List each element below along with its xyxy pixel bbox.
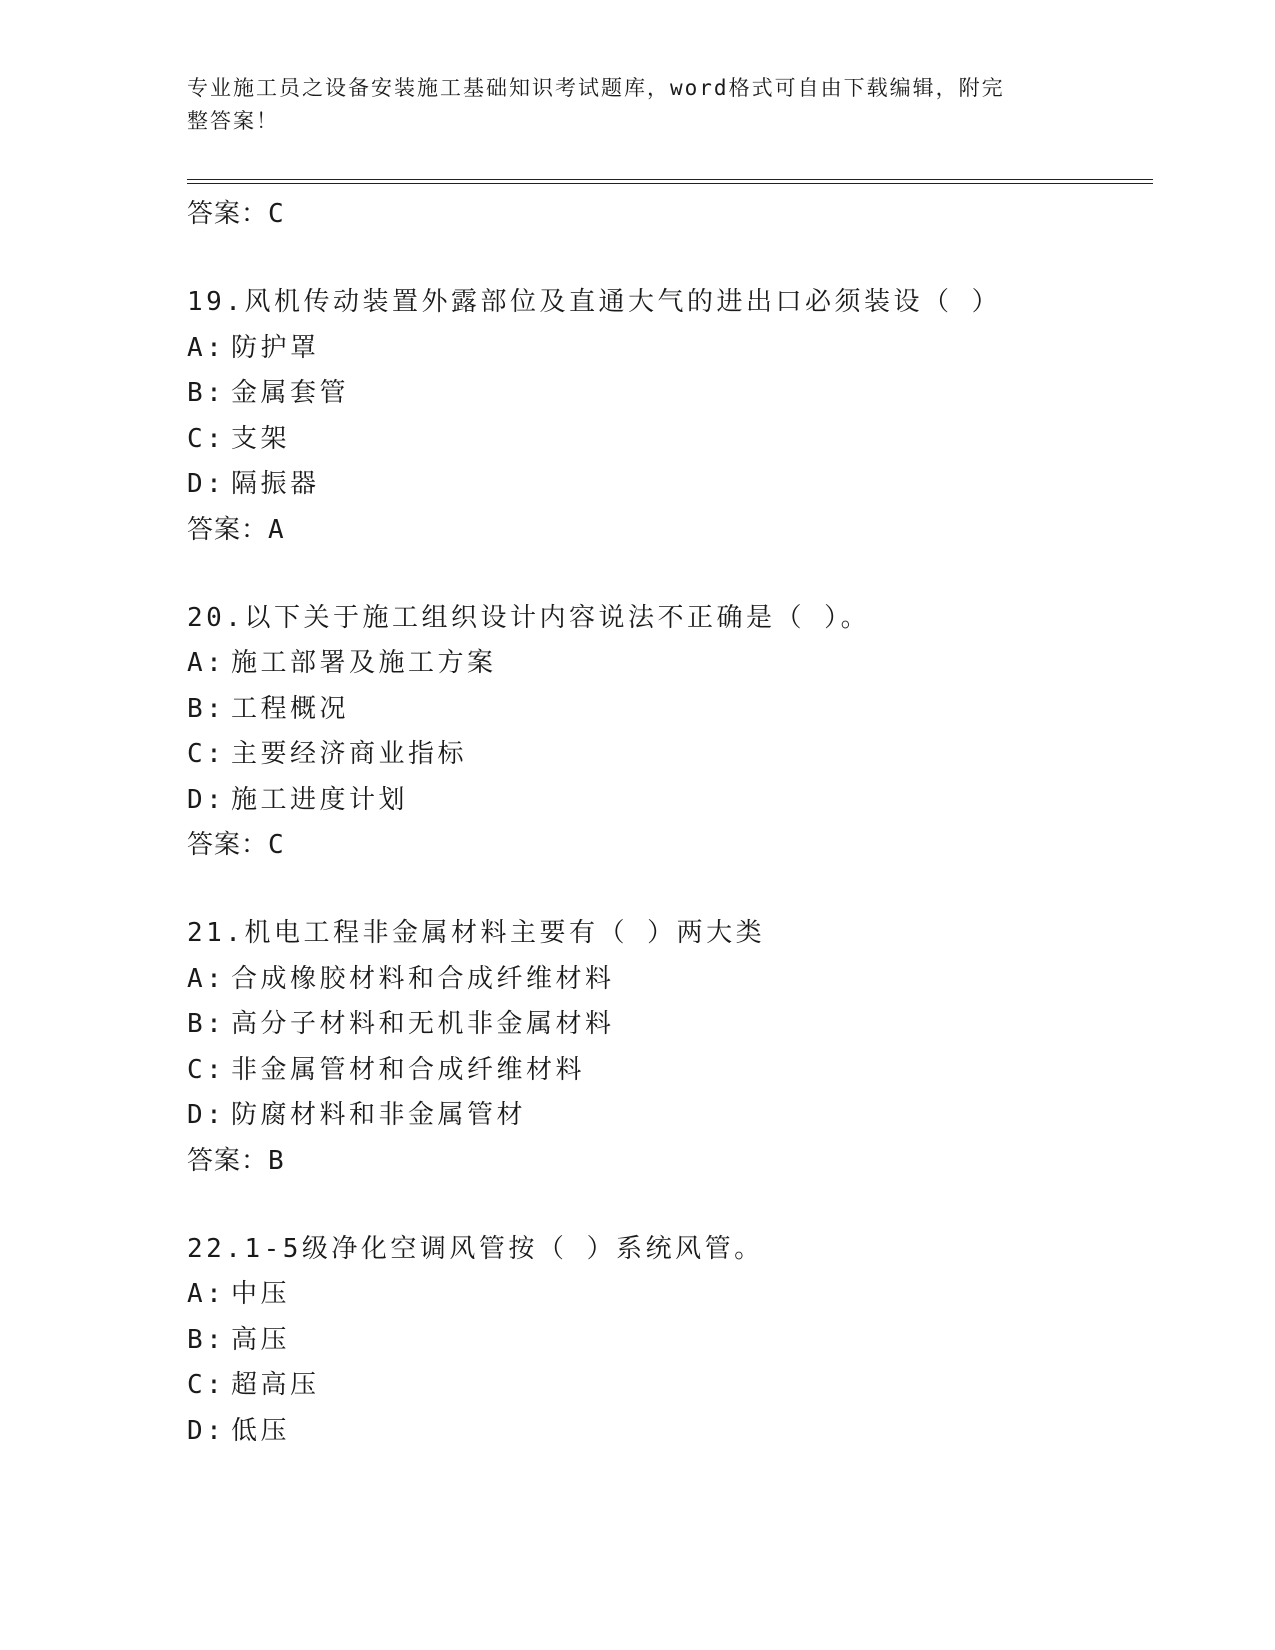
option-text: 高分子材料和无机非金属材料 — [231, 1009, 615, 1039]
answer-value: C — [268, 830, 285, 860]
option-a — [187, 957, 1147, 1003]
answer-label: 答案： — [187, 199, 269, 229]
option-letter: D: — [187, 1100, 226, 1130]
option-text: 施工部署及施工方案 — [231, 648, 497, 678]
answer-label: 答案： — [187, 830, 269, 860]
option-letter: A: — [187, 648, 226, 678]
option-letter: B: — [187, 378, 226, 408]
option-b — [187, 687, 1147, 733]
question-list — [187, 192, 1147, 1454]
option-letter: B: — [187, 1009, 226, 1039]
option-d — [187, 1409, 1147, 1455]
option-text: 高压 — [231, 1324, 291, 1355]
option-text: 合成橡胶材料和合成纤维材料 — [231, 963, 615, 994]
answer-line — [187, 823, 1147, 867]
option-text: 工程概况 — [231, 693, 350, 724]
option-a — [187, 326, 1147, 372]
option-letter: B: — [187, 1324, 226, 1355]
option-c — [187, 1048, 1147, 1094]
option-c — [187, 732, 1147, 778]
answer-line — [187, 1139, 1147, 1183]
option-letter: C: — [187, 1054, 226, 1085]
header-line-1: 专业施工员之设备安装施工基础知识考试题库，word格式可自由下载编辑，附完 — [187, 76, 1005, 100]
option-letter: C: — [187, 1370, 226, 1400]
spacer — [187, 236, 1147, 280]
question-stem: 21.机电工程非金属材料主要有（ ）两大类 — [187, 918, 766, 948]
option-letter: A: — [187, 963, 226, 994]
option-letter: D: — [187, 1415, 226, 1446]
option-c — [187, 417, 1147, 463]
header-rule-top — [187, 179, 1153, 180]
option-letter: C: — [187, 423, 226, 454]
option-text: 隔振器 — [231, 469, 320, 499]
answer-value: B — [268, 1145, 285, 1176]
option-c — [187, 1363, 1147, 1409]
option-letter: C: — [187, 739, 226, 769]
question-stem: 19.风机传动装置外露部位及直通大气的进出口必须装设（ ） — [187, 287, 1002, 317]
option-text: 支架 — [231, 423, 291, 454]
question-stem: 20.以下关于施工组织设计内容说法不正确是（ ）。 — [187, 602, 871, 633]
answer-label: 答案： — [187, 514, 269, 545]
spacer — [187, 867, 1147, 911]
option-letter: B: — [187, 693, 226, 724]
spacer — [187, 1183, 1147, 1227]
option-d — [187, 1093, 1147, 1139]
question-block-20 — [187, 596, 1147, 868]
header-line-2: 整答案！ — [187, 109, 279, 133]
option-letter: A: — [187, 1279, 226, 1309]
question-block-19 — [187, 280, 1147, 552]
option-text: 非金属管材和合成纤维材料 — [231, 1054, 586, 1085]
option-letter: D: — [187, 469, 226, 499]
option-b — [187, 1002, 1147, 1048]
option-text: 低压 — [231, 1415, 291, 1446]
option-text: 中压 — [231, 1279, 291, 1309]
option-b — [187, 1318, 1147, 1364]
header-rule-bottom — [187, 183, 1153, 184]
answer-label: 答案： — [187, 1145, 269, 1176]
option-text: 主要经济商业指标 — [231, 739, 468, 769]
option-text: 防腐材料和非金属管材 — [231, 1100, 527, 1130]
option-text: 超高压 — [231, 1370, 320, 1400]
option-a — [187, 1272, 1147, 1318]
answer-line — [187, 508, 1147, 552]
document-header — [187, 72, 1067, 138]
question-block-22 — [187, 1227, 1147, 1455]
question-stem: 22.1-5级净化空调风管按（ ）系统风管。 — [187, 1233, 764, 1264]
option-d — [187, 778, 1147, 824]
spacer — [187, 552, 1147, 596]
answer-value: A — [268, 514, 285, 545]
option-text: 金属套管 — [231, 378, 350, 408]
option-b — [187, 371, 1147, 417]
question-block-21 — [187, 911, 1147, 1183]
option-a — [187, 641, 1147, 687]
option-text: 防护罩 — [231, 332, 320, 363]
answer-value: C — [268, 199, 285, 229]
option-d — [187, 462, 1147, 508]
option-letter: A: — [187, 332, 226, 363]
option-text: 施工进度计划 — [231, 784, 409, 815]
option-letter: D: — [187, 784, 226, 815]
answer-line-q18 — [187, 192, 1147, 236]
